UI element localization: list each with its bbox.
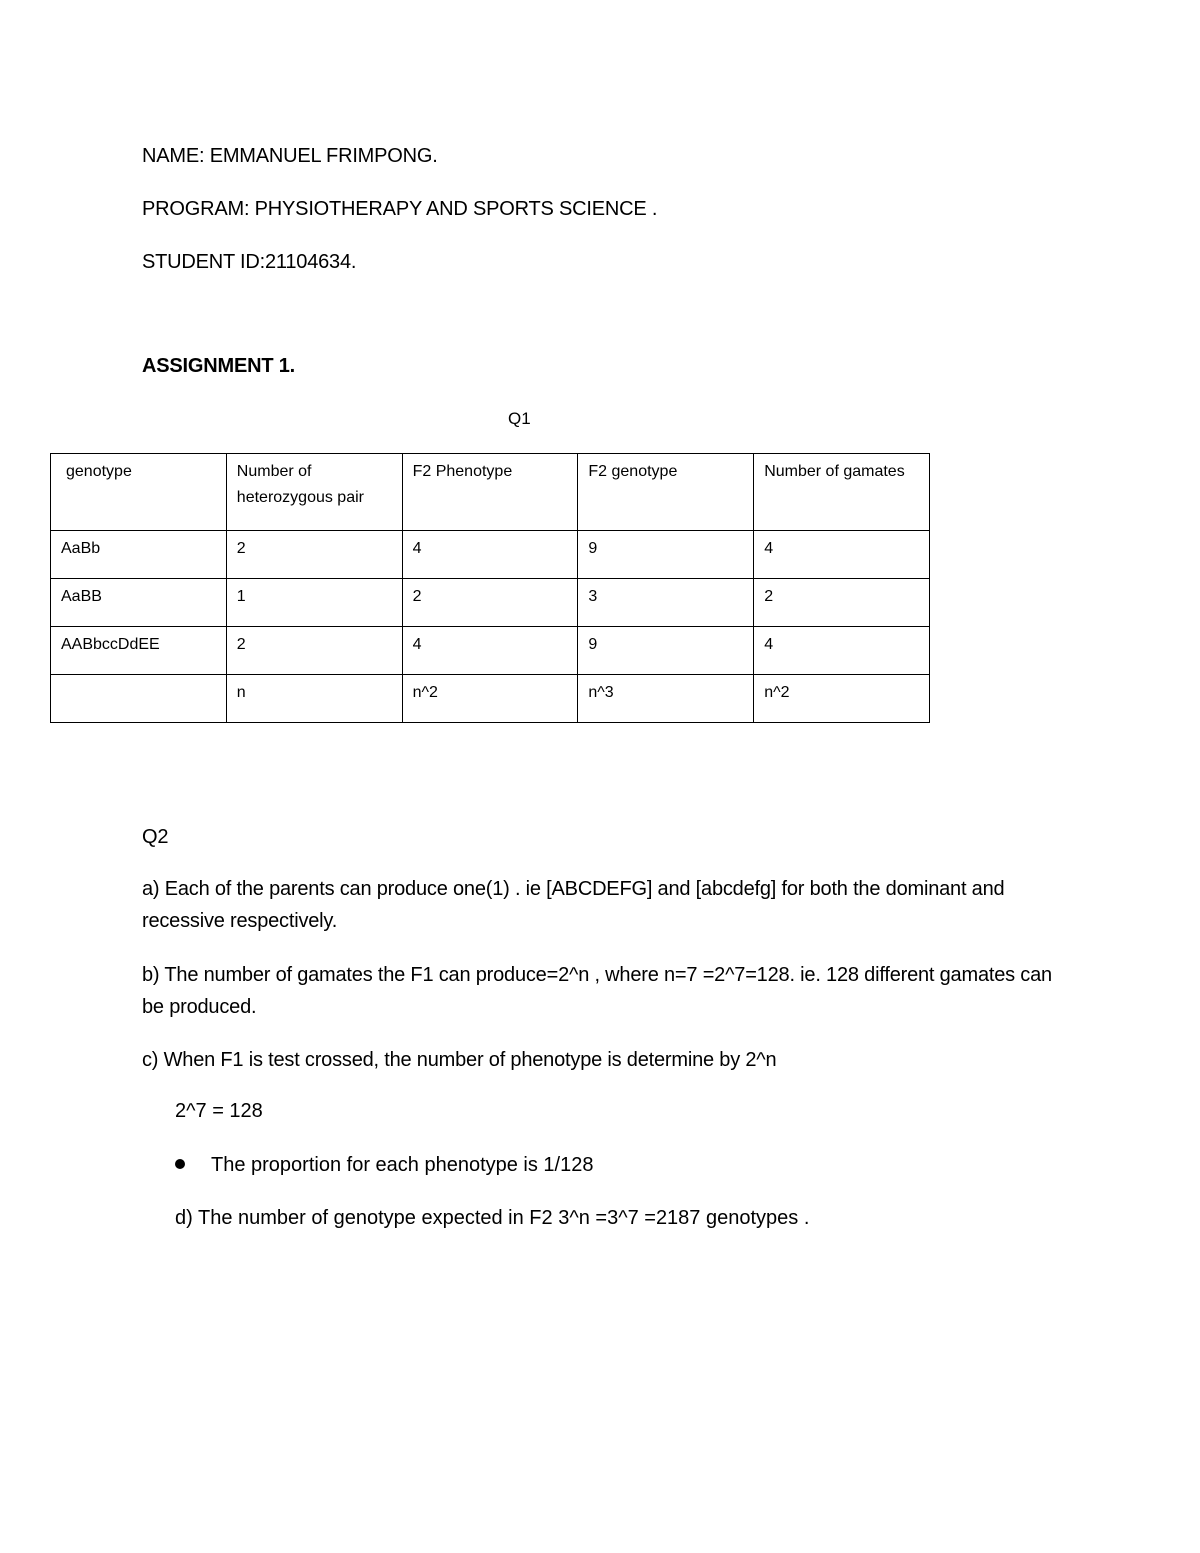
table-row [51,675,930,723]
header-genotype: genotype [51,454,227,531]
q2-label: Q2 [142,826,169,848]
table-cell: 2 [402,579,578,627]
table-row [51,627,930,675]
table-cell: AABbccDdEE [51,627,227,675]
table-row [51,579,930,627]
table-cell: n^3 [578,675,754,723]
bullet-icon [175,1159,185,1169]
header-heterozygous-pair: Number of heterozygous pair [226,454,402,531]
table-cell: AaBb [51,531,227,579]
answer-c-calculation: 2^7 = 128 [175,1100,263,1122]
table-row [51,531,930,579]
program-name: PROGRAM: PHYSIOTHERAPY AND SPORTS SCIENCE . [142,198,658,220]
table-cell: 4 [754,531,930,579]
q1-label: Q1 [508,409,531,428]
table-cell: 2 [226,627,402,675]
table-cell: 3 [578,579,754,627]
table-cell: 9 [578,627,754,675]
header-f2-phenotype: F2 Phenotype [402,454,578,531]
answer-a: a) Each of the parents can produce one(1) . ie [ABCDEFG] and [abcdefg] for both the dominant and recessive respectively. [142,878,1005,932]
table-cell: 9 [578,531,754,579]
genetics-table [50,453,930,723]
header-f2-genotype: F2 genotype [578,454,754,531]
answer-d: d) The number of genotype expected in F2 3^n =3^7 =2187 genotypes . [175,1207,810,1229]
table-cell: n [226,675,402,723]
student-id: STUDENT ID:21104634. [142,251,357,273]
answer-c: c) When F1 is test crossed, the number of phenotype is determine by 2^n [142,1049,777,1071]
table-cell: 2 [226,531,402,579]
bullet-text: The proportion for each phenotype is 1/128 [211,1154,594,1176]
table-header-row [51,454,930,531]
student-name: NAME: EMMANUEL FRIMPONG. [142,145,438,167]
table-cell [51,675,227,723]
answer-c-bullet [175,1151,593,1179]
table-cell: 4 [754,627,930,675]
assignment-title: ASSIGNMENT 1. [142,355,295,377]
table-cell: 1 [226,579,402,627]
table-cell: n^2 [754,675,930,723]
table-cell: 4 [402,531,578,579]
answer-b: b) The number of gamates the F1 can produce=2^n , where n=7 =2^7=128. ie. 128 different gamates can be produced. [142,964,1052,1018]
table-cell: 2 [754,579,930,627]
table-cell: 4 [402,627,578,675]
table-cell: AaBB [51,579,227,627]
table-cell: n^2 [402,675,578,723]
header-number-of-gamates: Number of gamates [754,454,930,531]
